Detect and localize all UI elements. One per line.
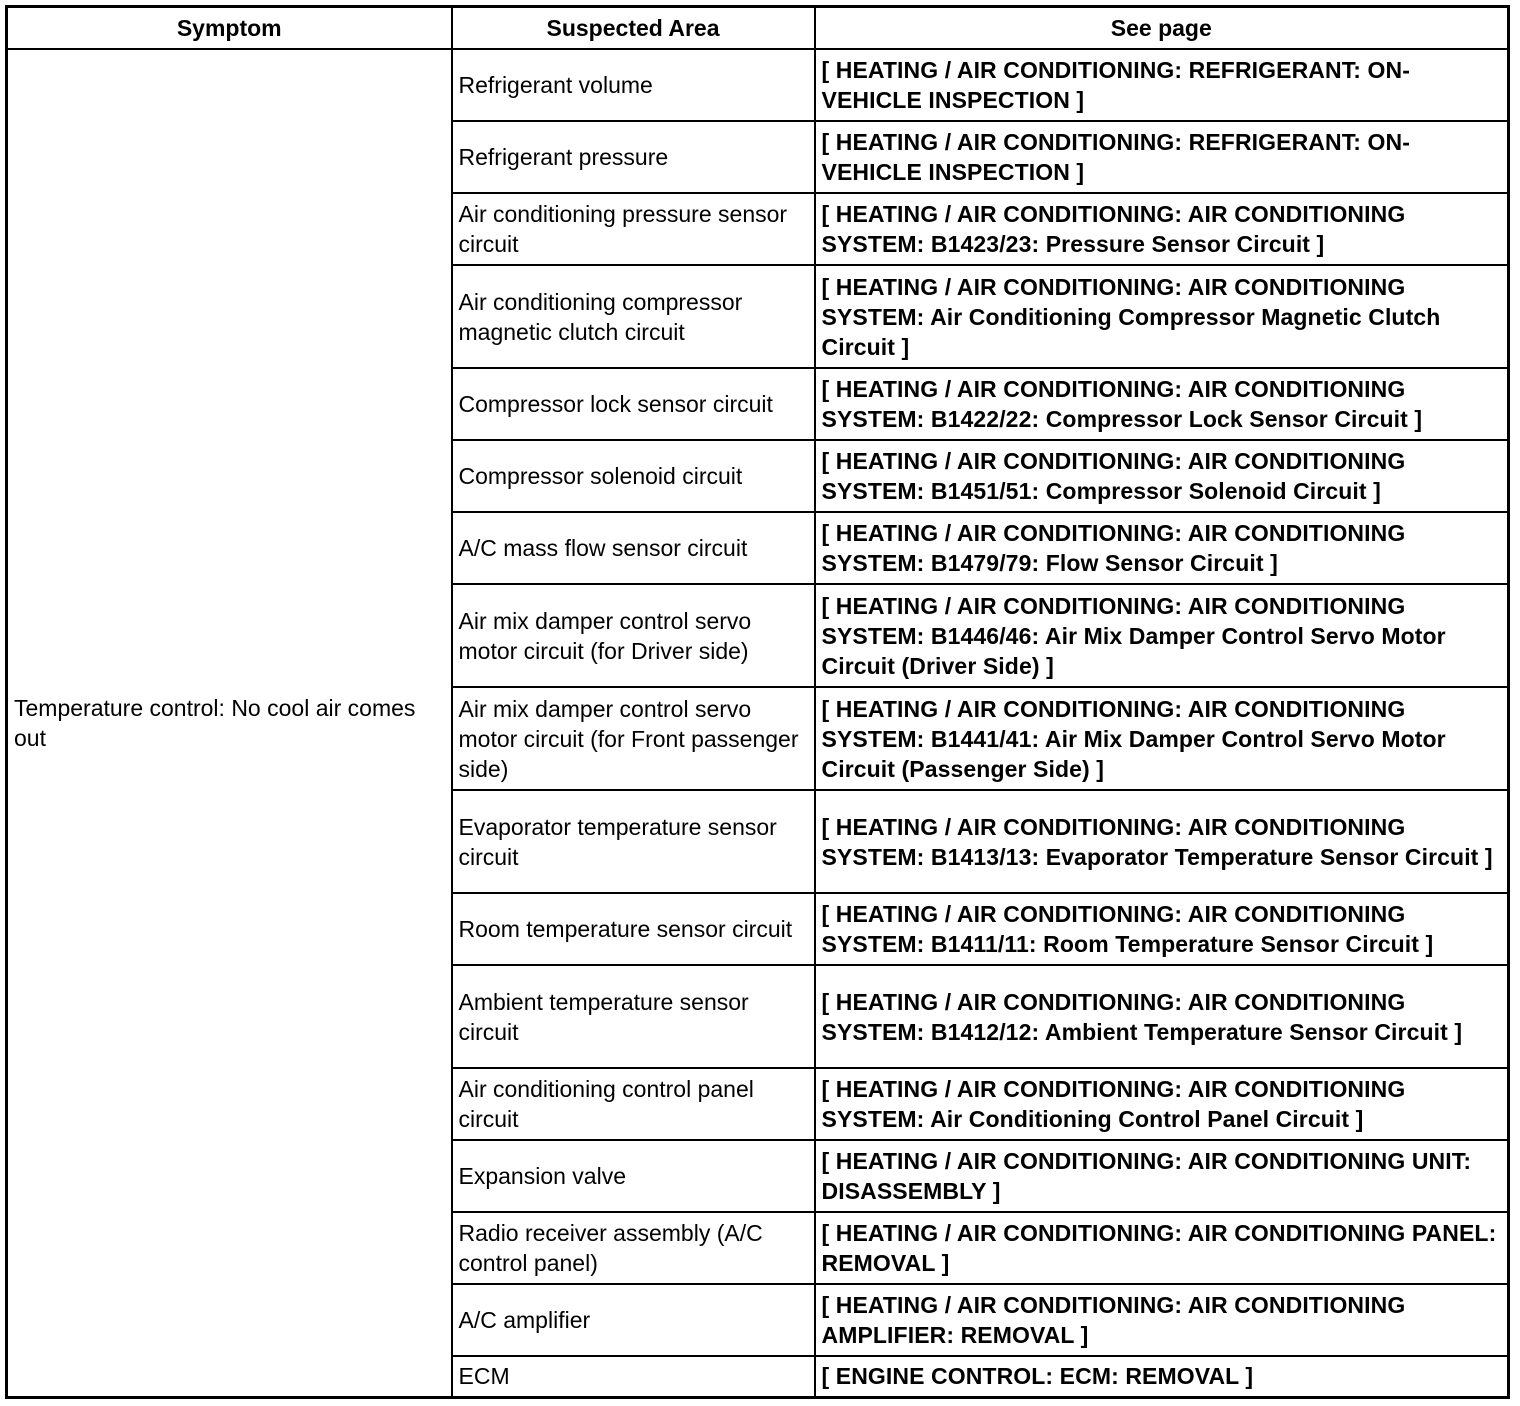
see-page-link[interactable]: [ HEATING / AIR CONDITIONING: AIR CONDITIONING SYSTEM: B1451/51: Compressor Solenoid Circuit ]: [815, 440, 1509, 512]
suspected-area-cell: Air conditioning pressure sensor circuit: [452, 193, 815, 265]
see-page-link[interactable]: [ HEATING / AIR CONDITIONING: AIR CONDITIONING AMPLIFIER: REMOVAL ]: [815, 1284, 1509, 1356]
see-page-link[interactable]: [ ENGINE CONTROL: ECM: REMOVAL ]: [815, 1356, 1509, 1397]
suspected-area-cell: Air conditioning compressor magnetic clutch circuit: [452, 265, 815, 368]
suspected-area-cell: Room temperature sensor circuit: [452, 893, 815, 965]
suspected-area-cell: Compressor solenoid circuit: [452, 440, 815, 512]
table-row: [7, 49, 1509, 121]
see-page-link[interactable]: [ HEATING / AIR CONDITIONING: REFRIGERANT: ON-VEHICLE INSPECTION ]: [815, 49, 1509, 121]
see-page-link[interactable]: [ HEATING / AIR CONDITIONING: AIR CONDITIONING UNIT: DISASSEMBLY ]: [815, 1140, 1509, 1212]
see-page-link[interactable]: [ HEATING / AIR CONDITIONING: AIR CONDITIONING SYSTEM: B1413/13: Evaporator Temperature Sensor Circuit ]: [815, 790, 1509, 893]
suspected-area-cell: Radio receiver assembly (A/C control panel): [452, 1212, 815, 1284]
see-page-link[interactable]: [ HEATING / AIR CONDITIONING: AIR CONDITIONING SYSTEM: B1441/41: Air Mix Damper Control Servo Motor Circuit (Passenger Side) ]: [815, 687, 1509, 790]
see-page-link[interactable]: [ HEATING / AIR CONDITIONING: AIR CONDITIONING SYSTEM: B1423/23: Pressure Sensor Circuit ]: [815, 193, 1509, 265]
header-see-page: See page: [815, 7, 1509, 50]
suspected-area-cell: A/C amplifier: [452, 1284, 815, 1356]
header-suspected-area: Suspected Area: [452, 7, 815, 50]
header-row: [7, 7, 1509, 50]
suspected-area-cell: Evaporator temperature sensor circuit: [452, 790, 815, 893]
suspected-area-cell: Expansion valve: [452, 1140, 815, 1212]
suspected-area-cell: Refrigerant pressure: [452, 121, 815, 193]
suspected-area-cell: Air mix damper control servo motor circuit (for Driver side): [452, 584, 815, 687]
see-page-link[interactable]: [ HEATING / AIR CONDITIONING: AIR CONDITIONING SYSTEM: B1411/11: Room Temperature Sensor Circuit ]: [815, 893, 1509, 965]
see-page-link[interactable]: [ HEATING / AIR CONDITIONING: REFRIGERANT: ON-VEHICLE INSPECTION ]: [815, 121, 1509, 193]
suspected-area-cell: A/C mass flow sensor circuit: [452, 512, 815, 584]
suspected-area-cell: Refrigerant volume: [452, 49, 815, 121]
suspected-area-cell: Ambient temperature sensor circuit: [452, 965, 815, 1068]
suspected-area-cell: Air mix damper control servo motor circuit (for Front passenger side): [452, 687, 815, 790]
symptom-cell: Temperature control: No cool air comes out: [7, 49, 452, 1397]
see-page-link[interactable]: [ HEATING / AIR CONDITIONING: AIR CONDITIONING SYSTEM: Air Conditioning Compressor Magnetic Clutch Circuit ]: [815, 265, 1509, 368]
suspected-area-cell: Compressor lock sensor circuit: [452, 368, 815, 440]
see-page-link[interactable]: [ HEATING / AIR CONDITIONING: AIR CONDITIONING SYSTEM: B1446/46: Air Mix Damper Control Servo Motor Circuit (Driver Side) ]: [815, 584, 1509, 687]
see-page-link[interactable]: [ HEATING / AIR CONDITIONING: AIR CONDITIONING SYSTEM: Air Conditioning Control Panel Circuit ]: [815, 1068, 1509, 1140]
suspected-area-cell: Air conditioning control panel circuit: [452, 1068, 815, 1140]
see-page-link[interactable]: [ HEATING / AIR CONDITIONING: AIR CONDITIONING PANEL: REMOVAL ]: [815, 1212, 1509, 1284]
see-page-link[interactable]: [ HEATING / AIR CONDITIONING: AIR CONDITIONING SYSTEM: B1412/12: Ambient Temperature Sensor Circuit ]: [815, 965, 1509, 1068]
see-page-link[interactable]: [ HEATING / AIR CONDITIONING: AIR CONDITIONING SYSTEM: B1479/79: Flow Sensor Circuit ]: [815, 512, 1509, 584]
suspected-area-cell: ECM: [452, 1356, 815, 1397]
header-symptom: Symptom: [7, 7, 452, 50]
troubleshooting-table: [5, 5, 1510, 1399]
see-page-link[interactable]: [ HEATING / AIR CONDITIONING: AIR CONDITIONING SYSTEM: B1422/22: Compressor Lock Sensor Circuit ]: [815, 368, 1509, 440]
